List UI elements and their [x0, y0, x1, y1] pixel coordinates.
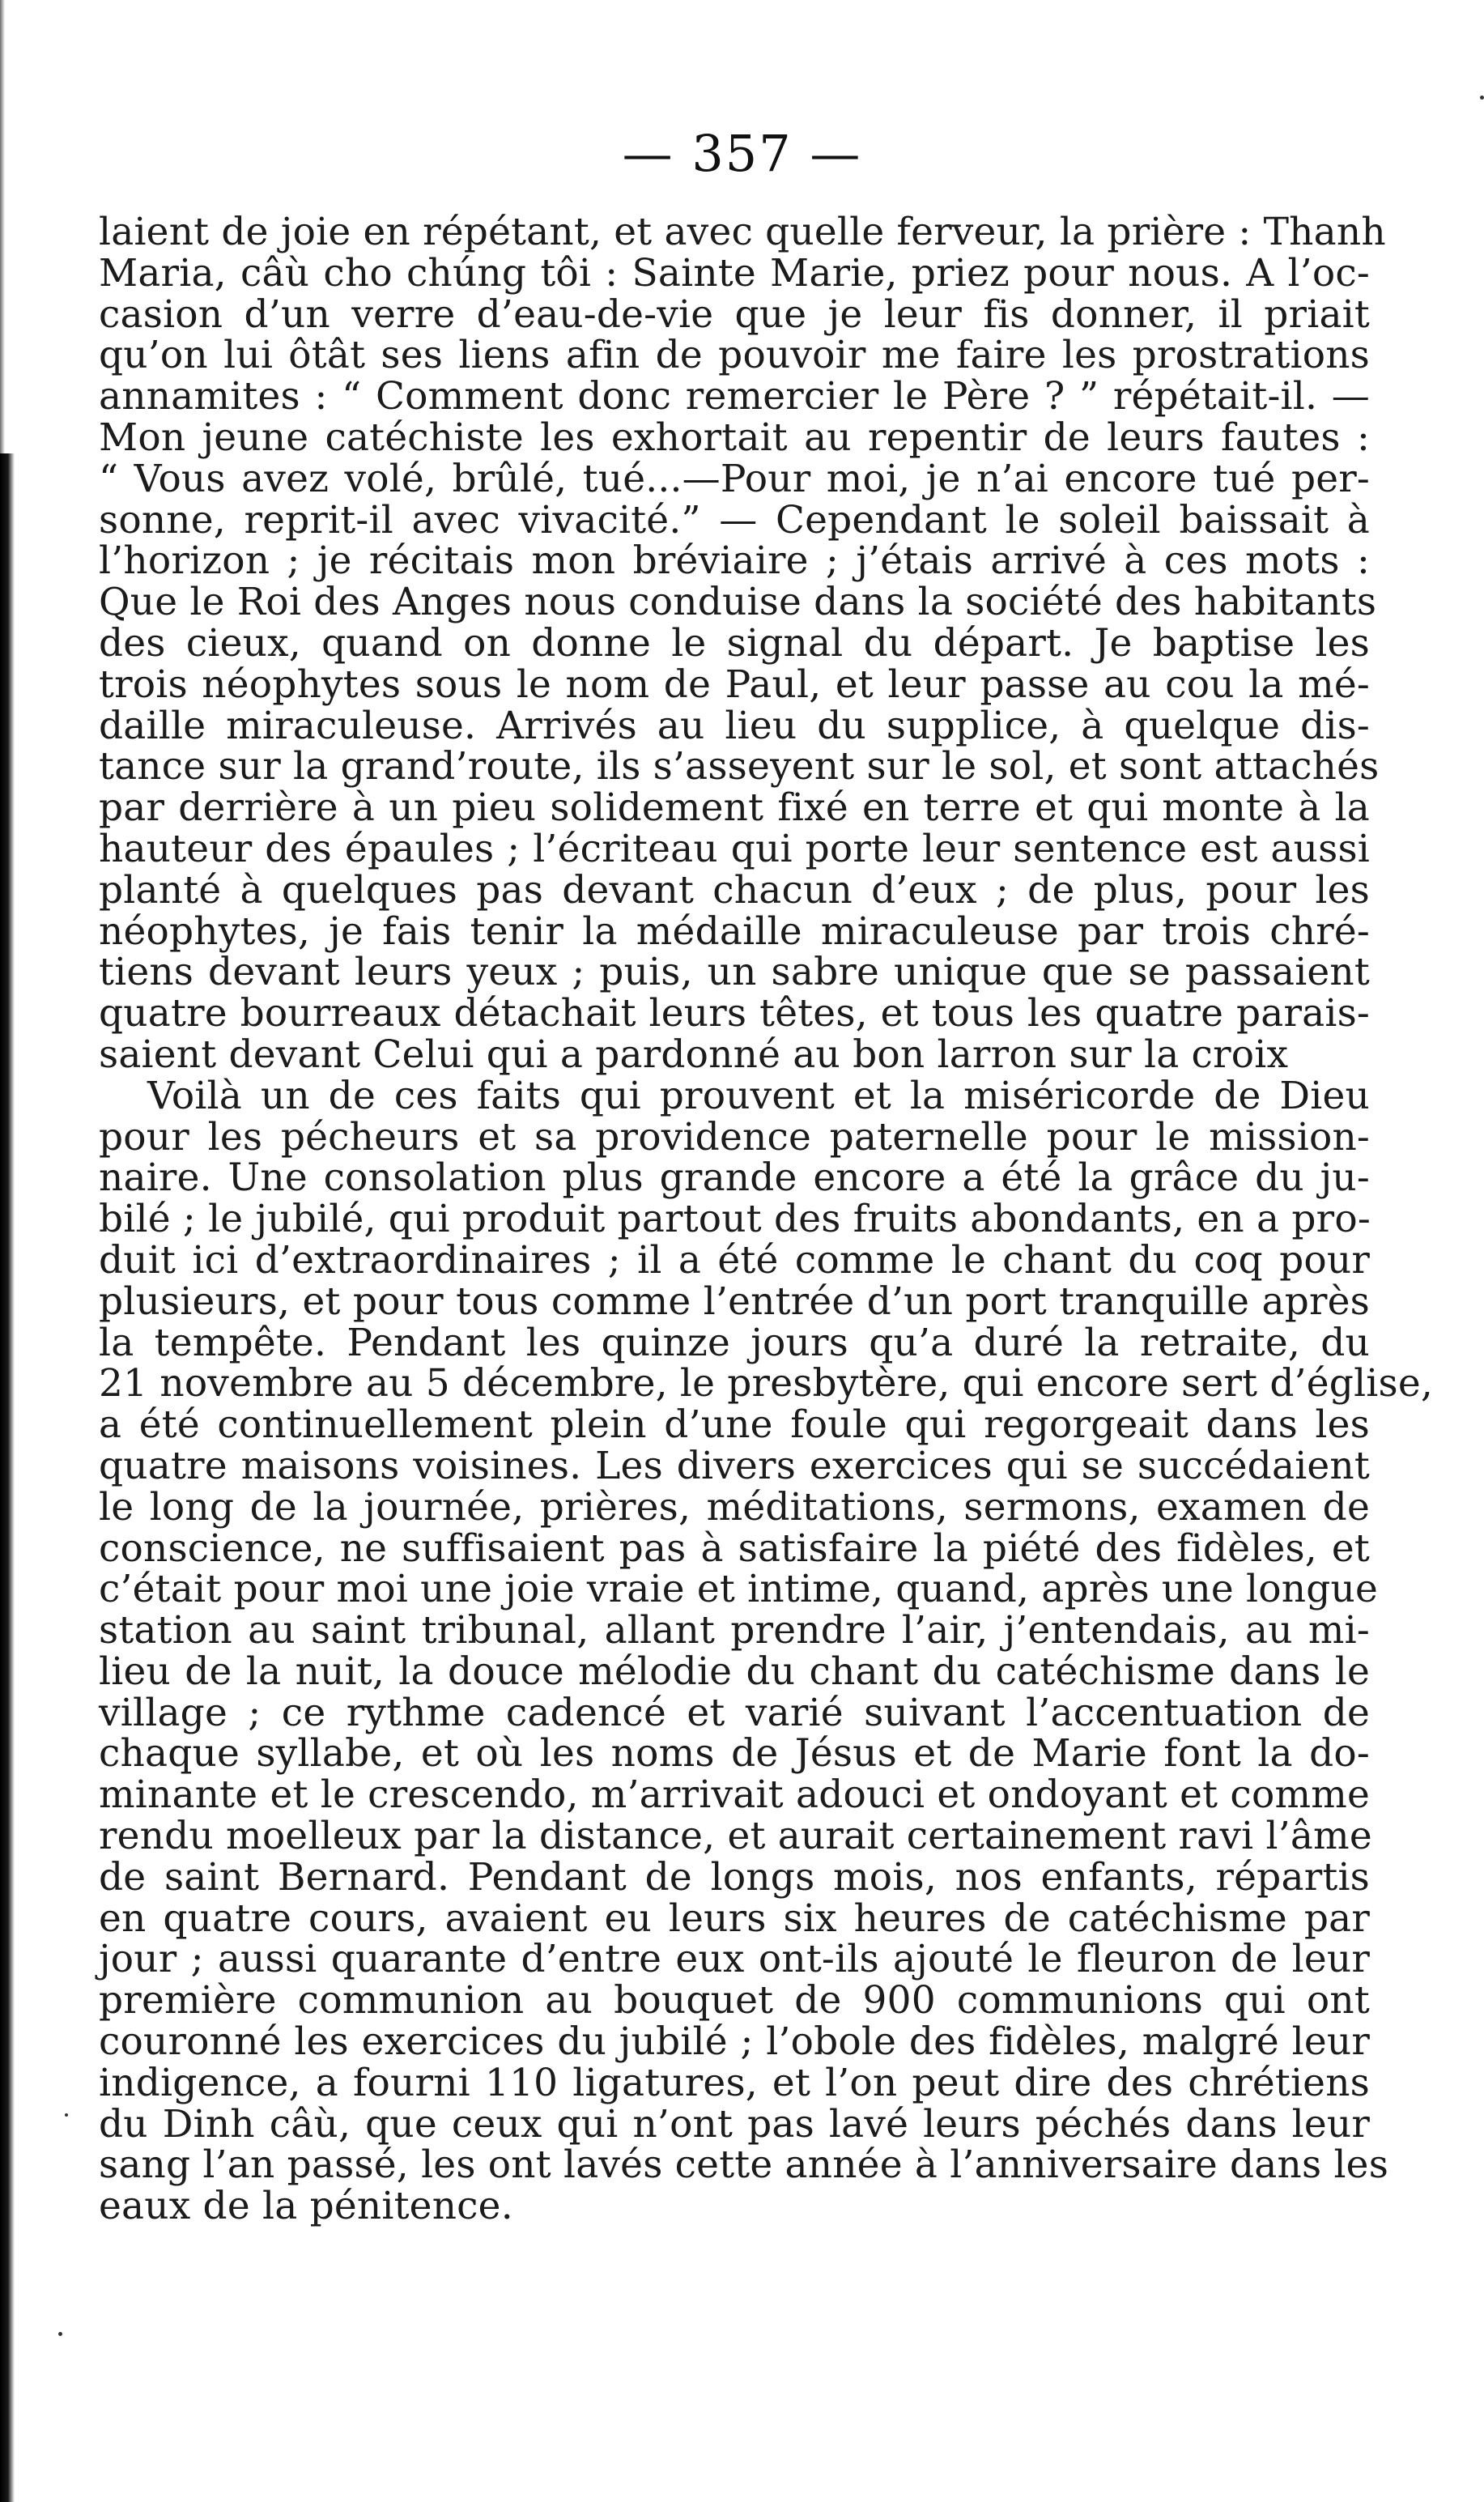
- text-line: trois néophytes sous le nom de Paul, et leur passe au cou la mé-: [99, 662, 1370, 707]
- text-line: c’était pour moi une joie vraie et intime, quand, après une longue: [99, 1567, 1378, 1612]
- text-line: sang l’an passé, les ont lavés cette année à l’anniversaire dans les: [99, 2142, 1389, 2188]
- text-line: du Dinh câù, que ceux qui n’ont pas lavé leurs péchés dans leur: [99, 2101, 1370, 2147]
- ink-speck: [65, 2113, 68, 2117]
- text-line: par derrière à un pieu solidement fixé en terre et qui monte à la: [99, 785, 1370, 831]
- text-line: “ Vous avez volé, brûlé, tué...—Pour moi, je n’ai encore tué per-: [99, 456, 1370, 501]
- text-line: hauteur des épaules ; l’écriteau qui porte leur sentence est aussi: [99, 826, 1370, 871]
- text-line: indigence, a fourni 110 ligatures, et l’on peut dire des chrétiens: [99, 2060, 1370, 2105]
- text-line: rendu moelleux par la distance, et aurait certainement ravi l’âme: [99, 1814, 1372, 1859]
- text-line: le long de la journée, prières, méditations, sermons, examen de: [99, 1484, 1370, 1530]
- body-text: [99, 210, 1434, 2229]
- text-line: qu’on lui ôtât ses liens afin de pouvoir me faire les prostrations: [99, 333, 1370, 378]
- text-line: plusieurs, et pour tous comme l’entrée d’un port tranquille après: [99, 1279, 1370, 1324]
- text-line: a été continuellement plein d’une foule qui regorgeait dans les: [99, 1402, 1370, 1448]
- text-line: néophytes, je fais tenir la médaille miraculeuse par trois chré-: [99, 908, 1370, 954]
- text-line: planté à quelques pas devant chacun d’eux ; de plus, pour les: [99, 867, 1370, 913]
- ink-speck: [1480, 96, 1484, 100]
- page-number: — 357 —: [622, 124, 862, 183]
- text-line: des cieux, quand on donne le signal du départ. Je baptise les: [99, 620, 1370, 666]
- text-line: station au saint tribunal, allant prendre l’air, j’entendais, au mi-: [99, 1608, 1370, 1653]
- text-line: en quatre cours, avaient eu leurs six heures de catéchisme par: [99, 1896, 1370, 1941]
- text-line: pour les pécheurs et sa providence paternelle pour le mission-: [99, 1114, 1370, 1160]
- text-line: tance sur la grand’route, ils s’asseyent sur le sol, et sont attachés: [99, 744, 1380, 789]
- text-line: de saint Bernard. Pendant de longs mois, nos enfants, répartis: [99, 1854, 1370, 1900]
- text-line: sonne, reprit-il avec vivacité.” — Cependant le soleil baissait à: [99, 497, 1370, 543]
- text-line: minante et le crescendo, m’arrivait adouci et ondoyant et comme: [99, 1772, 1370, 1818]
- text-line: annamites : “ Comment donc remercier le Père ? ” répétait-il. —: [99, 374, 1370, 419]
- ink-speck: [58, 2332, 62, 2336]
- page-binding-edge: [0, 453, 15, 2502]
- text-line: Maria, câù cho chúng tôi : Sainte Marie, priez pour nous. A l’oc-: [99, 250, 1370, 296]
- text-line: couronné les exercices du jubilé ; l’obole des fidèles, malgré leur: [99, 2019, 1370, 2065]
- text-line: Que le Roi des Anges nous conduise dans la société des habitants: [99, 580, 1377, 625]
- text-line: eaux de la pénitence.: [99, 2184, 513, 2229]
- text-line: casion d’un verre d’eau-de-vie que je leur fis donner, il priait: [99, 291, 1370, 337]
- text-line: laient de joie en répétant, et avec quelle ferveur, la prière : Thanh: [99, 210, 1386, 254]
- text-line: naire. Une consolation plus grande encore a été la grâce du ju-: [99, 1155, 1370, 1201]
- page-binding-edge-upper: [0, 0, 5, 453]
- text-line: village ; ce rythme cadencé et varié suivant l’accentuation de: [99, 1690, 1370, 1735]
- text-line: lieu de la nuit, la douce mélodie du chant du catéchisme dans le: [99, 1649, 1370, 1694]
- text-line: 21 novembre au 5 décembre, le presbytère, qui encore sert d’église,: [99, 1361, 1434, 1406]
- text-line: tiens devant leurs yeux ; puis, un sabre unique que se passaient: [99, 950, 1370, 995]
- text-line: bilé ; le jubilé, qui produit partout des fruits abondants, en a pro-: [99, 1197, 1371, 1242]
- text-line: saient devant Celui qui a pardonné au bon larron sur la croix: [99, 1032, 1289, 1077]
- text-line: Voilà un de ces faits qui prouvent et la miséricorde de Dieu: [147, 1073, 1370, 1118]
- text-line: la tempête. Pendant les quinze jours qu’a duré la retraite, du: [99, 1320, 1370, 1365]
- text-line: chaque syllabe, et où les noms de Jésus et de Marie font la do-: [99, 1731, 1370, 1777]
- text-line: quatre bourreaux détachait leurs têtes, et tous les quatre parais-: [99, 991, 1370, 1036]
- text-line: Mon jeune catéchiste les exhortait au repentir de leurs fautes :: [99, 415, 1370, 460]
- text-line: conscience, ne suffisaient pas à satisfaire la piété des fidèles, et: [99, 1525, 1370, 1571]
- text-line: l’horizon ; je récitais mon bréviaire ; j’étais arrivé à ces mots :: [99, 538, 1370, 584]
- text-line: daille miraculeuse. Arrivés au lieu du supplice, à quelque dis-: [99, 703, 1370, 748]
- text-line: duit ici d’extraordinaires ; il a été comme le chant du coq pour: [99, 1237, 1370, 1283]
- text-line: quatre maisons voisines. Les divers exercices qui se succédaient: [99, 1443, 1370, 1488]
- text-line: jour ; aussi quarante d’entre eux ont-ils ajouté le fleuron de leur: [99, 1937, 1370, 1982]
- text-line: première communion au bouquet de 900 communions qui ont: [99, 1978, 1370, 2023]
